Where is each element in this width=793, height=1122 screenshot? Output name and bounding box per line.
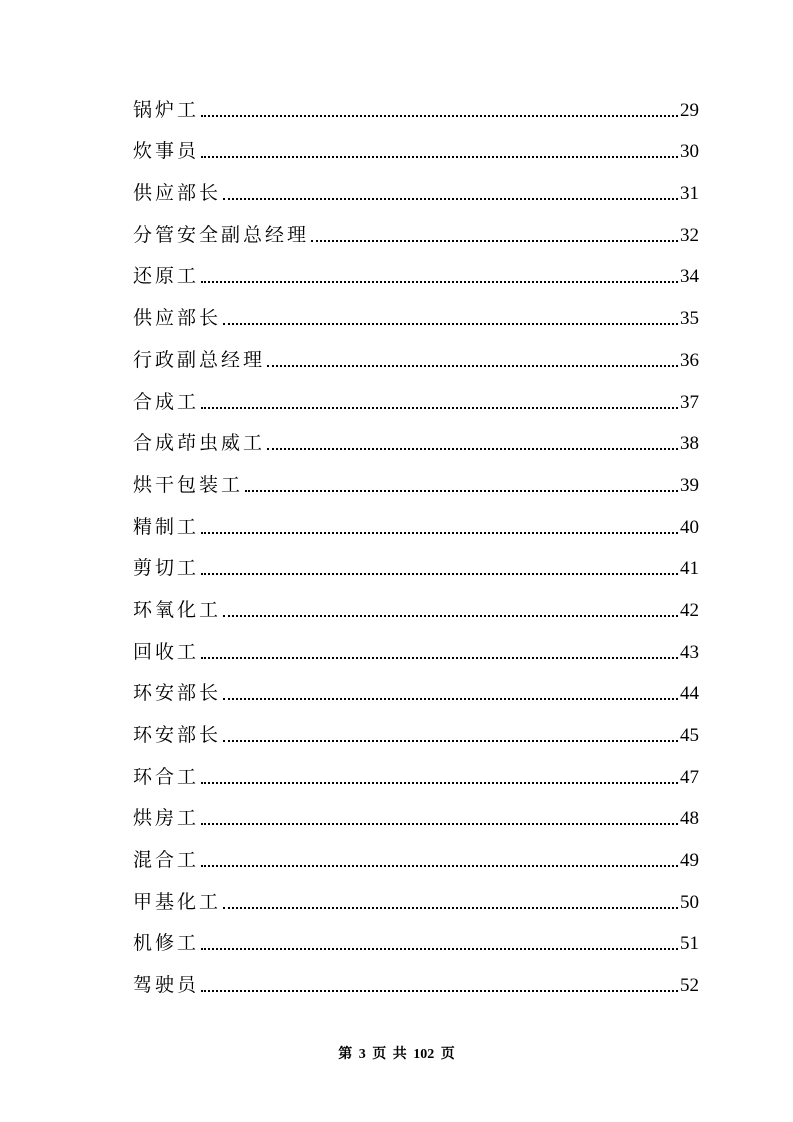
toc-entry-title: 环安部长 (133, 682, 222, 705)
toc-entry[interactable] (133, 131, 699, 173)
toc-entry-title: 环合工 (133, 765, 200, 788)
toc-entry[interactable] (133, 381, 699, 423)
table-of-contents (133, 89, 699, 1006)
toc-entry-title: 驾驶员 (133, 974, 200, 997)
toc-entry-page-number: 30 (680, 141, 699, 163)
dot-leader (201, 823, 678, 825)
toc-entry-page-number: 34 (680, 266, 699, 288)
toc-entry-page-number: 39 (680, 474, 699, 496)
toc-entry[interactable] (133, 423, 699, 465)
dot-leader (201, 156, 678, 158)
dot-leader (201, 532, 678, 534)
toc-entry-title: 供应部长 (133, 182, 222, 205)
toc-entry-title: 烘房工 (133, 807, 200, 830)
toc-entry-title: 合成工 (133, 390, 200, 413)
toc-entry-page-number: 43 (680, 641, 699, 663)
toc-entry-page-number: 29 (680, 99, 699, 121)
toc-entry[interactable] (133, 673, 699, 715)
dot-leader (223, 698, 678, 700)
toc-entry[interactable] (133, 839, 699, 881)
toc-entry-page-number: 42 (680, 599, 699, 621)
toc-entry-page-number: 41 (680, 558, 699, 580)
toc-entry-title: 机修工 (133, 932, 200, 955)
toc-entry[interactable] (133, 798, 699, 840)
toc-entry-title: 甲基化工 (133, 890, 222, 913)
dot-leader (311, 240, 678, 242)
dot-leader (201, 865, 678, 867)
toc-entry-page-number: 37 (680, 391, 699, 413)
toc-entry[interactable] (133, 89, 699, 131)
toc-entry[interactable] (133, 589, 699, 631)
dot-leader (201, 782, 678, 784)
toc-entry-page-number: 32 (680, 224, 699, 246)
toc-entry-page-number: 36 (680, 349, 699, 371)
toc-entry-title: 回收工 (133, 640, 200, 663)
dot-leader (223, 740, 678, 742)
dot-leader (201, 573, 678, 575)
toc-entry[interactable] (133, 464, 699, 506)
toc-entry[interactable] (133, 214, 699, 256)
dot-leader (223, 323, 678, 325)
toc-entry-title: 环安部长 (133, 724, 222, 746)
toc-entry-title: 精制工 (133, 515, 200, 538)
dot-leader (223, 907, 678, 909)
dot-leader (201, 990, 678, 992)
toc-entry-title: 合成茚虫威工 (133, 432, 266, 455)
toc-entry[interactable] (133, 923, 699, 965)
toc-entry-title: 烘干包装工 (133, 473, 244, 496)
dot-leader (267, 448, 678, 450)
toc-entry-title: 供应部长 (133, 307, 222, 330)
toc-entry-page-number: 45 (680, 725, 699, 746)
toc-entry[interactable] (133, 339, 699, 381)
toc-entry[interactable] (133, 714, 699, 756)
toc-entry-title: 混合工 (133, 849, 200, 872)
dot-leader (267, 365, 678, 367)
dot-leader (201, 657, 678, 659)
dot-leader (201, 115, 678, 117)
toc-entry-title: 分管安全副总经理 (133, 223, 310, 246)
toc-entry-page-number: 51 (680, 933, 699, 955)
toc-entry-page-number: 49 (680, 850, 699, 872)
toc-entry-title: 环氧化工 (133, 598, 222, 621)
toc-entry[interactable] (133, 756, 699, 798)
toc-entry-title: 炊事员 (133, 140, 200, 163)
toc-entry-page-number: 31 (680, 183, 699, 205)
toc-entry[interactable] (133, 506, 699, 548)
toc-entry[interactable] (133, 631, 699, 673)
toc-entry-title: 还原工 (133, 265, 200, 288)
toc-entry-page-number: 40 (680, 516, 699, 538)
toc-entry[interactable] (133, 881, 699, 923)
page-footer: 第 3 页 共 102 页 (338, 1047, 455, 1062)
dot-leader (201, 281, 678, 283)
dot-leader (223, 615, 678, 617)
toc-entry-title: 锅炉工 (133, 98, 200, 121)
dot-leader (201, 407, 678, 409)
toc-entry-title: 行政副总经理 (133, 348, 266, 371)
toc-entry[interactable] (133, 297, 699, 339)
toc-entry-page-number: 50 (680, 891, 699, 913)
toc-entry-page-number: 48 (680, 808, 699, 830)
toc-entry[interactable] (133, 548, 699, 590)
toc-entry-page-number: 47 (680, 766, 699, 788)
toc-entry[interactable] (133, 964, 699, 1006)
dot-leader (201, 948, 678, 950)
toc-entry-title: 剪切工 (133, 557, 200, 580)
dot-leader (245, 490, 678, 492)
toc-entry-page-number: 44 (680, 683, 699, 705)
toc-entry-page-number: 38 (680, 433, 699, 455)
toc-entry-page-number: 35 (680, 308, 699, 330)
dot-leader (223, 198, 678, 200)
toc-entry-page-number: 52 (680, 975, 699, 997)
toc-entry[interactable] (133, 172, 699, 214)
toc-entry[interactable] (133, 256, 699, 298)
